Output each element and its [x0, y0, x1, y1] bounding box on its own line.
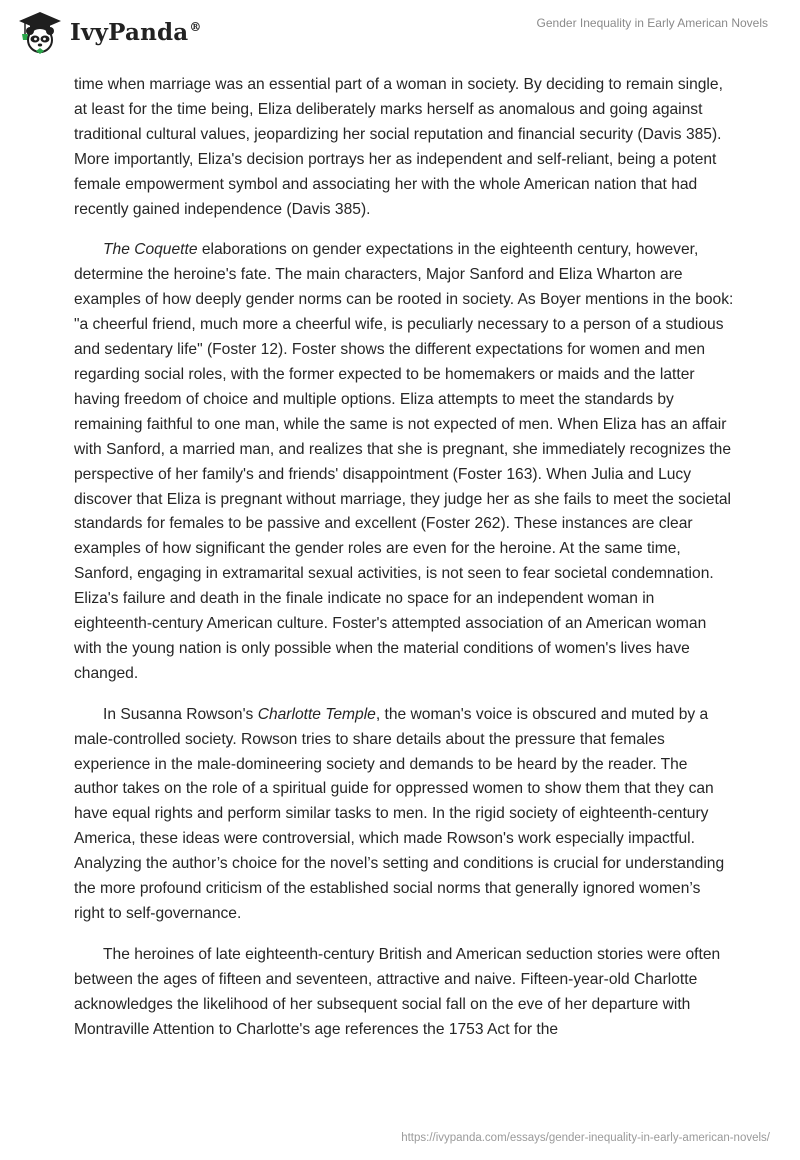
registered-mark: ®	[189, 19, 202, 34]
source-url[interactable]: https://ivypanda.com/essays/gender-inequality-in-early-american-novels/	[401, 1132, 770, 1144]
essay-body	[74, 73, 734, 1059]
paragraph-text: In Susanna Rowson's	[103, 705, 258, 723]
panda-graduate-icon	[16, 10, 64, 54]
page-header	[0, 0, 800, 70]
logo-wordmark: IvyPanda®	[70, 18, 202, 46]
paragraph-text: The heroines of late eighteenth-century British and American seduction stories were often between the ages of fifteen and seventeen, attractive and naive. Fifteen-year-old Charlotte acknowledges the likelihood of her subsequent social fall on the eve of her departure with Montraville Attention to Charlotte's age references the 1753 Act for the	[74, 945, 721, 1038]
paragraph-text: , the woman's voice is obscured and muted by a male-controlled society. Rowson tries to share details about the pressure that females experience in the male-domineering society and demands to be heard by the reader. The author takes on the role of a spiritual guide for oppressed women to show them that they can have equal rights and perform similar tasks to men. In the rigid society of eighteenth-century America, these ideas were controversial, which made Rowson's work especially impactful. Analyzing the author’s choice for the novel’s setting and conditions is crucial for understanding the more profound criticism of the established social norms that generally ignored women’s right to self-governance.	[74, 705, 725, 922]
paragraph-text: time when marriage was an essential part of a woman in society. By deciding to remain single, at least for the time being, Eliza deliberately marks herself as anomalous and going against traditional cultural values, jeopardizing her social reputation and financial security (Davis 385). More importantly, Eliza's decision portrays her as independent and self-reliant, being a potent female empowerment symbol and associating her with the whole American nation that had recently gained independence (Davis 385).	[74, 76, 723, 218]
paragraph	[74, 238, 734, 686]
book-title: Charlotte Temple	[257, 705, 376, 723]
paragraph	[74, 943, 734, 1043]
document-title: Gender Inequality in Early American Novels	[536, 16, 768, 30]
ivypanda-logo[interactable]	[16, 10, 202, 54]
book-title: The Coquette	[103, 241, 198, 259]
paragraph	[74, 73, 734, 222]
paragraph	[74, 703, 734, 927]
paragraph-text: elaborations on gender expectations in the eighteenth century, however, determine the heroine's fate. The main characters, Major Sanford and Eliza Wharton are examples of how deeply gender norms can be rooted in society. As Boyer mentions in the book: "a cheerful friend, much more a cheerful wife, is peculiarly necessary to a person of a studious and sedentary life" (Foster 12). Foster shows the different expectations for women and men regarding social roles, with the former expected to be homemakers or maids and the latter having freedom of choice and multiple options. Eliza attempts to meet the standards by remaining faithful to one man, while the same is not expected of men. When Eliza has an affair with Sanford, a married man, and realizes that she is pregnant, she immediately recognizes the perspective of her family's and friends' disappointment (Foster 163). When Julia and Lucy discover that Eliza is pregnant without marriage, they judge her as she fails to meet the societal standards for females to be passive and excellent (Foster 262). These instances are clear examples of how significant the gender roles are even for the heroine. At the same time, Sanford, engaging in extramarital sexual activities, is not seen to fear societal condemnation. Eliza's failure and death in the finale indicate no space for an independent woman in eighteenth-century American culture. Foster's attempted association of an American woman with the young nation is only possible when the material conditions of women's lives have changed.	[74, 241, 734, 682]
